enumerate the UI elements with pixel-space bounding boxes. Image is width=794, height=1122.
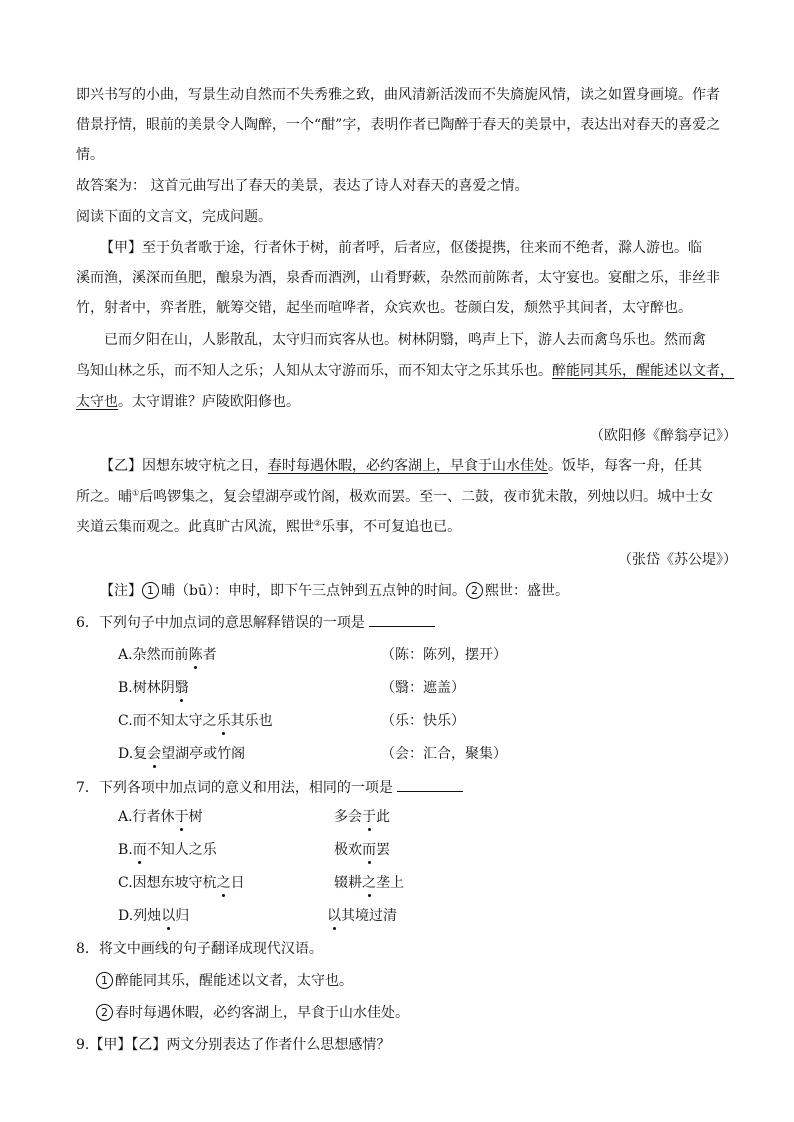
q6-option-b bbox=[118, 678, 189, 698]
option-text: 归 bbox=[175, 908, 190, 924]
option-text: 不知人之乐 bbox=[146, 842, 217, 858]
option-text: 者 bbox=[202, 647, 217, 663]
footnote-mark-2: ② bbox=[314, 518, 322, 528]
jia-paragraph2-line2 bbox=[76, 361, 734, 381]
dotted-word: 于 bbox=[362, 809, 376, 825]
q6-option-d-note: （会：汇合，聚集） bbox=[381, 746, 507, 762]
q6-option-c-note: （乐：快乐） bbox=[381, 713, 465, 729]
underlined-sentence: 醉能同其乐，醒能述以文者， bbox=[552, 363, 734, 379]
q7-option-a-compare bbox=[334, 807, 390, 827]
q7-option-c-compare bbox=[334, 873, 404, 893]
q6-option-c bbox=[118, 711, 273, 731]
note-2: 熙世：盛世。 bbox=[484, 583, 569, 599]
sentence-text: 春时每遇休暇，必约客湖上，早食于山水佳处。 bbox=[115, 1005, 409, 1021]
yi-text: 夹道云集而观之。此真旷古风流，熙世 bbox=[76, 519, 314, 535]
dotted-word: 会 bbox=[147, 746, 162, 762]
jia-paragraph1-line2: 溪而渔，溪深而鱼肥，酿泉为酒，泉香而酒洌，山肴野蔌，杂然而前陈者，太守宴也。宴酣之乐，非丝非 bbox=[76, 270, 720, 286]
option-text: 其乐也 bbox=[230, 713, 273, 729]
q6-option-a bbox=[118, 645, 217, 665]
yi-text: 所之。晡 bbox=[76, 489, 132, 505]
yi-text: 【乙】因想东坡守杭之日， bbox=[100, 458, 268, 474]
q7-option-b-compare bbox=[334, 840, 390, 860]
option-text: B.树林阴 bbox=[118, 680, 175, 696]
option-text: 垄上 bbox=[376, 875, 404, 891]
question-7-stem bbox=[76, 777, 463, 798]
option-text: D.复 bbox=[118, 746, 148, 762]
q7-option-d bbox=[118, 906, 189, 926]
q8-sentence-1 bbox=[96, 971, 353, 991]
circled-number-2: 2 bbox=[96, 1004, 113, 1021]
question-9-stem: 9.【甲】【乙】两文分别表达了作者什么思想感情？ bbox=[76, 1037, 391, 1053]
q6-stem-text: 6．下列句子中加点词的意思解释错误的一项是 bbox=[76, 615, 365, 631]
dotted-word: 乐 bbox=[216, 713, 231, 729]
answer-blank[interactable] bbox=[369, 612, 435, 627]
yi-source: （张岱《苏公堤》） bbox=[618, 552, 737, 568]
dotted-word: 而 bbox=[362, 842, 376, 858]
yi-line3 bbox=[76, 517, 461, 537]
jia-text-end: 。太守谓谁？庐陵欧阳修也。 bbox=[118, 394, 300, 410]
yi-text-cont: 乐事，不可复追也已。 bbox=[321, 519, 462, 535]
circled-number-1: 1 bbox=[142, 582, 159, 599]
q7-option-d-compare bbox=[327, 906, 397, 926]
option-text: 望湖亭或竹阁 bbox=[161, 746, 246, 762]
option-text: A.行者休 bbox=[118, 809, 175, 825]
q8-sentence-2 bbox=[96, 1003, 409, 1023]
option-text: 日 bbox=[230, 875, 245, 891]
jia-source: （欧阳修《醉翁亭记》） bbox=[590, 428, 737, 444]
dotted-word: 之 bbox=[362, 875, 376, 891]
q6-option-a-note: （陈：陈列，摆开） bbox=[381, 647, 507, 663]
note-label: 【注】 bbox=[100, 583, 142, 599]
dotted-word: 以 bbox=[161, 908, 176, 924]
sentence-text: 醉能同其乐，醒能述以文者，太守也。 bbox=[115, 973, 353, 989]
circled-number-1: 1 bbox=[96, 972, 113, 989]
option-text: 罢 bbox=[376, 842, 390, 858]
answer-blank[interactable] bbox=[397, 777, 463, 792]
analysis-line-1: 即兴书写的小曲，写景生动自然而不失秀雅之致，曲风清新活泼而不失旖旎风情，读之如置身画境。作者 bbox=[76, 87, 720, 103]
annotation-note bbox=[100, 581, 569, 601]
dotted-word: 之 bbox=[216, 875, 231, 891]
option-text: C.因想东坡守杭 bbox=[118, 875, 217, 891]
yi-line2 bbox=[76, 487, 713, 507]
question-6-stem bbox=[76, 612, 435, 633]
yi-text-cont: 后鸣锣集之，复会望湖亭或竹阁，极欢而罢。至一、二鼓，夜市犹未散，列烛以归。城中士女 bbox=[139, 489, 714, 505]
footnote-mark-1: ① bbox=[132, 488, 140, 498]
q7-stem-text: 7．下列各项中加点词的意义和用法，相同的一项是 bbox=[76, 780, 393, 796]
option-text: D.列烛 bbox=[118, 908, 162, 924]
option-text: 多会 bbox=[334, 809, 362, 825]
underlined-sentence-end: 太守也 bbox=[76, 394, 118, 410]
option-text: 树 bbox=[188, 809, 203, 825]
note-1: 晡（bū）：申时，即下午三点钟到五点钟的时间。 bbox=[161, 583, 466, 599]
q7-option-b bbox=[118, 840, 217, 860]
q6-option-b-note: （翳：遮盖） bbox=[381, 680, 465, 696]
reading-instruction: 阅读下面的文言文，完成问题。 bbox=[76, 209, 272, 225]
q7-option-a bbox=[118, 807, 203, 827]
jia-paragraph2-line3 bbox=[76, 392, 300, 412]
dotted-word: 翳 bbox=[174, 680, 189, 696]
q6-option-d bbox=[118, 744, 245, 764]
answer-line: 故答案为： 这首元曲写出了春天的美景，表达了诗人对春天的喜爱之情。 bbox=[76, 178, 529, 194]
dotted-word: 以 bbox=[327, 908, 341, 924]
jia-paragraph1-line3: 竹，射者中，弈者胜，觥筹交错，起坐而喧哗者，众宾欢也。苍颜白发，颓然乎其间者，太守醉也。 bbox=[76, 300, 692, 316]
option-text: 极欢 bbox=[334, 842, 362, 858]
jia-paragraph1-line1: 【甲】至于负者歌于途，行者休于树，前者呼，后者应，伛偻提携，往来而不绝者，滁人游也。临 bbox=[100, 240, 702, 256]
jia-paragraph2-line1: 已而夕阳在山，人影散乱，太守归而宾客从也。树林阴翳，鸣声上下，游人去而禽鸟乐也。然而禽 bbox=[104, 332, 706, 348]
dotted-word: 于 bbox=[174, 809, 189, 825]
option-text: C.而不知太守之 bbox=[118, 713, 217, 729]
option-text: 辍耕 bbox=[334, 875, 362, 891]
question-8-stem: 8．将文中画线的句子翻译成现代汉语。 bbox=[76, 941, 323, 957]
yi-text-cont: 。饭毕，每客一舟，任其 bbox=[548, 458, 702, 474]
q7-option-c bbox=[118, 873, 245, 893]
option-text: 此 bbox=[376, 809, 390, 825]
yi-underlined-sentence: 春时每遇休暇，必约客湖上，早食于山水佳处 bbox=[268, 458, 548, 474]
dotted-word: 而 bbox=[132, 842, 147, 858]
option-text: B. bbox=[118, 842, 133, 858]
analysis-line-3: 情。 bbox=[76, 147, 104, 163]
circled-number-2: 2 bbox=[466, 582, 483, 599]
option-text: 其境过清 bbox=[341, 908, 397, 924]
analysis-line-2: 借景抒情，眼前的美景令人陶醉，一个“酣”字，表明作者已陶醉于春天的美景中，表达出对春天的喜爱之 bbox=[76, 117, 721, 133]
yi-line1 bbox=[100, 456, 702, 476]
jia-text: 鸟知山林之乐，而不知人之乐；人知从太守游而乐，而不知太守之乐其乐也。 bbox=[76, 363, 552, 379]
option-text: A.杂然而前 bbox=[118, 647, 189, 663]
dotted-word: 陈 bbox=[188, 647, 203, 663]
